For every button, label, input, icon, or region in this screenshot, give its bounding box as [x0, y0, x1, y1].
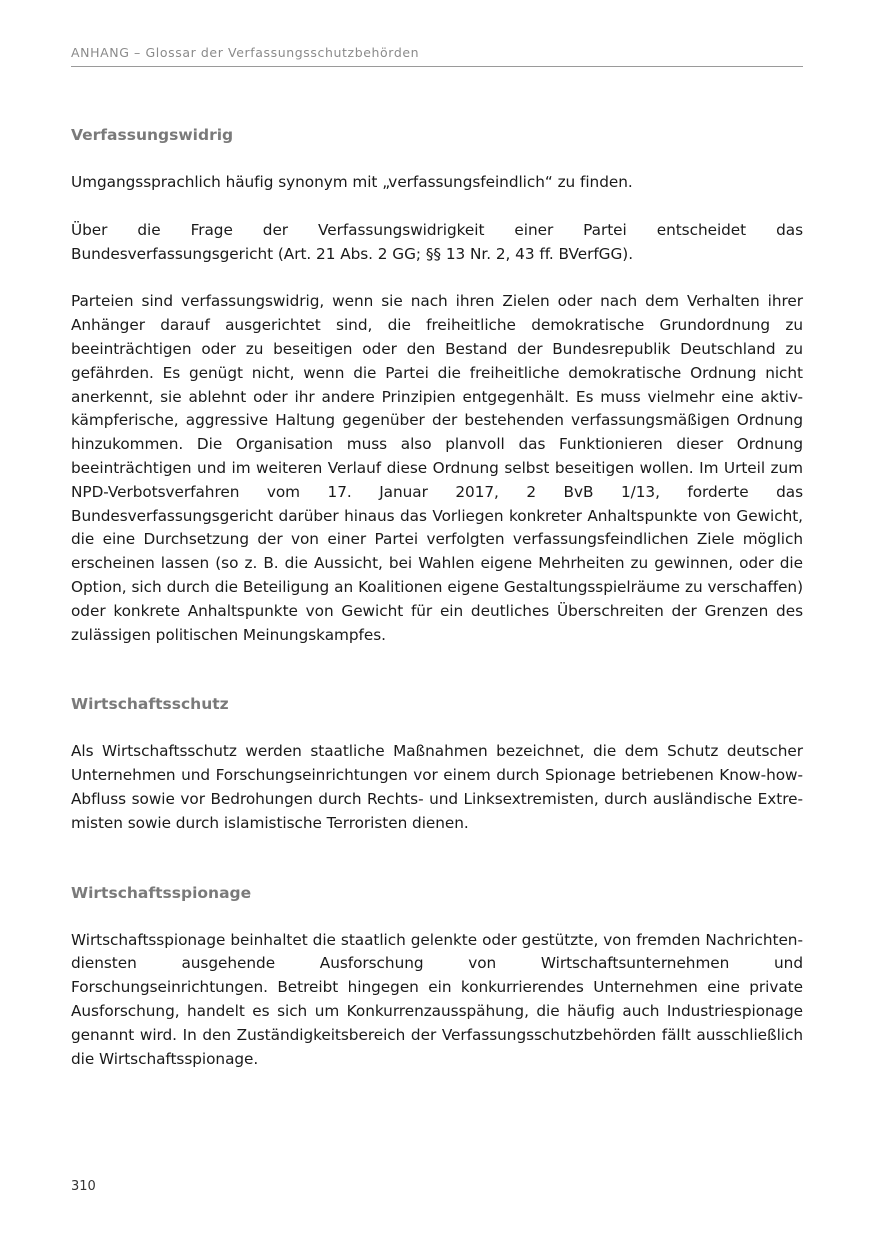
section-title: Verfassungswidrig [71, 126, 234, 144]
section-wirtschaftsschutz [71, 693, 803, 835]
running-title: ANHANG – Glossar der Verfassungsschutzbehörden [71, 45, 420, 60]
section-wirtschaftsspionage [71, 882, 803, 1072]
paragraph: Als Wirtschaftsschutz werden staatliche Maßnahmen bezeichnet, die dem Schutz deutscher Unternehmen und Forschungseinrichtungen vor einem durch Spionage betriebenen Know-how-Abfluss sowie vor Bedrohungen durch Rechts- und Linksextremisten, durch ausländische Extremisten sowie durch islamistische Terroristen dienen. [71, 742, 803, 832]
paragraph: Wirtschaftsspionage beinhaltet die staatlich gelenkte oder gestützte, von fremden Nachrichtendiensten ausgehende Ausforschung von Wirtschaftsunternehmen und Forschungseinrichtungen. Betreibt hingegen ein konkurrierendes Unternehmen eine private Ausforschung, handelt es sich um Konkurrenzausspähung, die häufig auch Industriespionage genannt wird. In den Zuständigkeitsbereich der Verfassungsschutzbehörden fällt ausschließlich die Wirtschaftsspionage. [71, 930, 803, 1068]
section-verfassungswidrig [71, 124, 803, 647]
paragraph: Parteien sind verfassungswidrig, wenn sie nach ihren Zielen oder nach dem Verhalten ihrer Anhänger darauf ausgerichtet sind, die freiheitliche demokratische Grundordnung zu beeinträchtigen oder zu beseitigen oder den Bestand der Bundesrepublik Deutschland zu gefährden. Es genügt nicht, wenn die Partei die freiheitliche demokratische Ordnung nicht anerkennt, sie ablehnt oder ihr andere Prinzipien entgegenhält. Es muss vielmehr eine aktiv-kämpferische, aggressive Haltung gegenüber der bestehenden verfassungsmäßigen Ordnung hinzukommen. Die Organisation muss also planvoll das Funktionieren dieser Ordnung beeinträchtigen und im weiteren Verlauf diese Ordnung selbst beseitigen wollen. Im Urteil zum NPD-Verbotsverfahren vom 17. Januar 2017, 2 BvB 1/13, forderte das Bundesverfassungsgericht darüber hinaus das Vorliegen konkreter Anhaltspunkte von Gewicht, die eine Durchsetzung der von einer Partei verfolgten verfassungsfeindlichen Ziele möglich erscheinen lassen (so z. B. die Aussicht, bei Wahlen eigene Mehrheiten zu gewinnen, oder die Option, sich durch die Beteiligung an Koalitionen eigene Gestaltungsspielräume zu verschaffen) oder konkrete Anhaltspunkte von Gewicht für ein deutliches Überschreiten der Grenzen des zulässigen politischen Meinungskampfes. [71, 292, 803, 644]
page-content [71, 124, 803, 1071]
page-number: 310 [71, 1179, 96, 1194]
paragraph: Über die Frage der Verfassungswidrigkeit einer Partei entscheidet das Bundesverfassungsgericht (Art. 21 Abs. 2 GG; §§ 13 Nr. 2, 43 ff. BVerfGG). [71, 220, 803, 263]
running-header [71, 44, 803, 67]
paragraph: Umgangssprachlich häufig synonym mit „verfassungsfeindlich“ zu finden. [71, 173, 633, 191]
section-title: Wirtschaftsschutz [71, 695, 229, 714]
section-title: Wirtschaftsspionage [71, 883, 252, 902]
